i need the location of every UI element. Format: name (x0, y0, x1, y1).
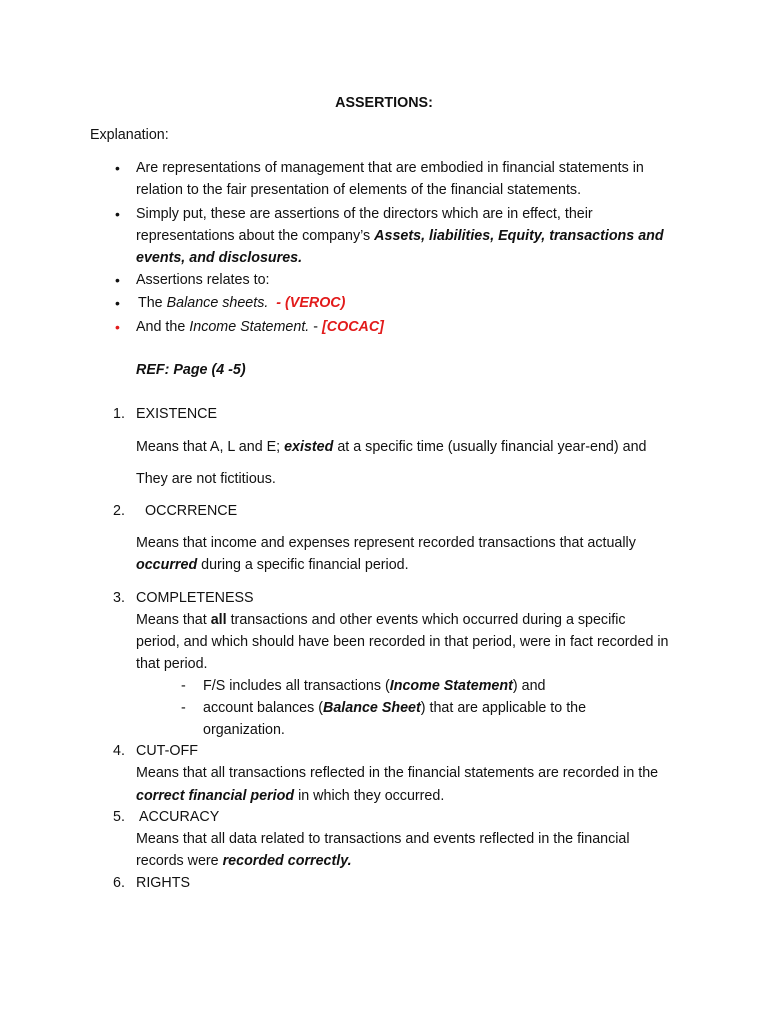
bullet-2-emphasis: Assets, liabilities, Equity, transactions and (374, 228, 664, 244)
existence-text-2: at a specific time (usually financial year-end) and (333, 439, 647, 455)
item-title-completeness: COMPLETENESS (136, 590, 254, 606)
bullet-3: Assertions relates to: (136, 272, 270, 288)
cutoff-line-1: Means that all transactions reflected in the financial statements are recorded in the (136, 765, 659, 781)
accuracy-line-1: Means that all data related to transactions and events reflected in the financial (136, 831, 630, 847)
occurrence-text: during a specific financial period. (197, 557, 409, 573)
bullet-4-text: The (138, 295, 167, 311)
completeness-text-2: transactions and other events which occurred during a specific (226, 612, 626, 628)
bullet-2-line-1: Simply put, these are assertions of the directors which are in effect, their (136, 206, 593, 222)
veroc-mnemonic: - (VEROC) (276, 295, 346, 311)
occurrence-line-2 (136, 554, 409, 576)
bullet-2-text: representations about the company’s (136, 228, 375, 244)
bullet-marker-red: • (115, 319, 120, 335)
existence-line-2: They are not fictitious. (136, 471, 276, 487)
bullet-5-text: And the (136, 319, 190, 335)
accuracy-emphasis: recorded correctly. (222, 853, 352, 869)
item-number: 5. (113, 809, 125, 825)
existence-emphasis: existed (284, 439, 334, 455)
completeness-line-3: that period. (136, 656, 208, 672)
completeness-line-2: period, and which should have been recorded in that period, were in fact recorded in (136, 634, 669, 650)
item-title-cutoff: CUT-OFF (136, 743, 198, 759)
bullet-marker: • (115, 160, 120, 176)
page-title: ASSERTIONS: (335, 95, 433, 111)
cutoff-emphasis: correct financial period (136, 788, 295, 804)
completeness-line-1 (136, 609, 626, 631)
item-title-accuracy: ACCURACY (139, 809, 220, 825)
explanation-label: Explanation: (90, 127, 169, 143)
bullet-1-line-2: relation to the fair presentation of elements of the financial statements. (136, 182, 582, 198)
completeness-dash-2-line-2: organization. (203, 722, 285, 738)
completeness-emphasis: all (210, 612, 227, 628)
existence-text: Means that A, L and E; (136, 439, 285, 455)
cutoff-line-2 (136, 785, 444, 807)
bullet-marker: • (115, 206, 120, 222)
dash-1-emphasis: Income Statement (389, 678, 513, 694)
item-number: 1. (113, 406, 125, 422)
existence-line-1 (136, 436, 646, 458)
dash-1-text-2: ) and (512, 678, 546, 694)
reference-note: REF: Page (4 -5) (136, 362, 246, 378)
completeness-dash-2 (203, 697, 586, 719)
occurrence-emphasis: occurred (136, 557, 198, 573)
completeness-text: Means that (136, 612, 211, 628)
bullet-5-italic: Income Statement. (189, 319, 310, 335)
item-number: 3. (113, 590, 125, 606)
item-number: 6. (113, 875, 125, 891)
occurrence-line-1: Means that income and expenses represent recorded transactions that actually (136, 535, 636, 551)
dash-2-text: account balances ( (203, 700, 324, 716)
accuracy-text: records were (136, 853, 223, 869)
bullet-marker: • (115, 272, 120, 288)
bullet-5-dash: - (309, 319, 322, 335)
dash-1-text: F/S includes all transactions ( (203, 678, 390, 694)
bullet-2-line-2 (136, 225, 664, 247)
bullet-marker: • (115, 295, 120, 311)
cutoff-text: in which they occurred. (294, 788, 445, 804)
item-title-occurrence: OCCRRENCE (145, 503, 238, 519)
bullet-5 (136, 316, 384, 338)
dash-marker: - (181, 678, 186, 694)
item-title-existence: EXISTENCE (136, 406, 218, 422)
item-number: 4. (113, 743, 125, 759)
item-title-rights: RIGHTS (136, 875, 191, 891)
dash-2-text-2: ) that are applicable to the (420, 700, 587, 716)
completeness-dash-1 (203, 675, 545, 697)
item-number: 2. (113, 503, 125, 519)
cocac-mnemonic: [COCAC] (321, 319, 384, 335)
bullet-2-line-3: events, and disclosures. (136, 250, 303, 266)
dash-marker: - (181, 700, 186, 716)
bullet-4 (138, 292, 345, 314)
bullet-4-italic: Balance sheets. (166, 295, 269, 311)
dash-2-emphasis: Balance Sheet (323, 700, 421, 716)
accuracy-line-2 (136, 850, 352, 872)
bullet-1-line-1: Are representations of management that are embodied in financial statements in (136, 160, 644, 176)
